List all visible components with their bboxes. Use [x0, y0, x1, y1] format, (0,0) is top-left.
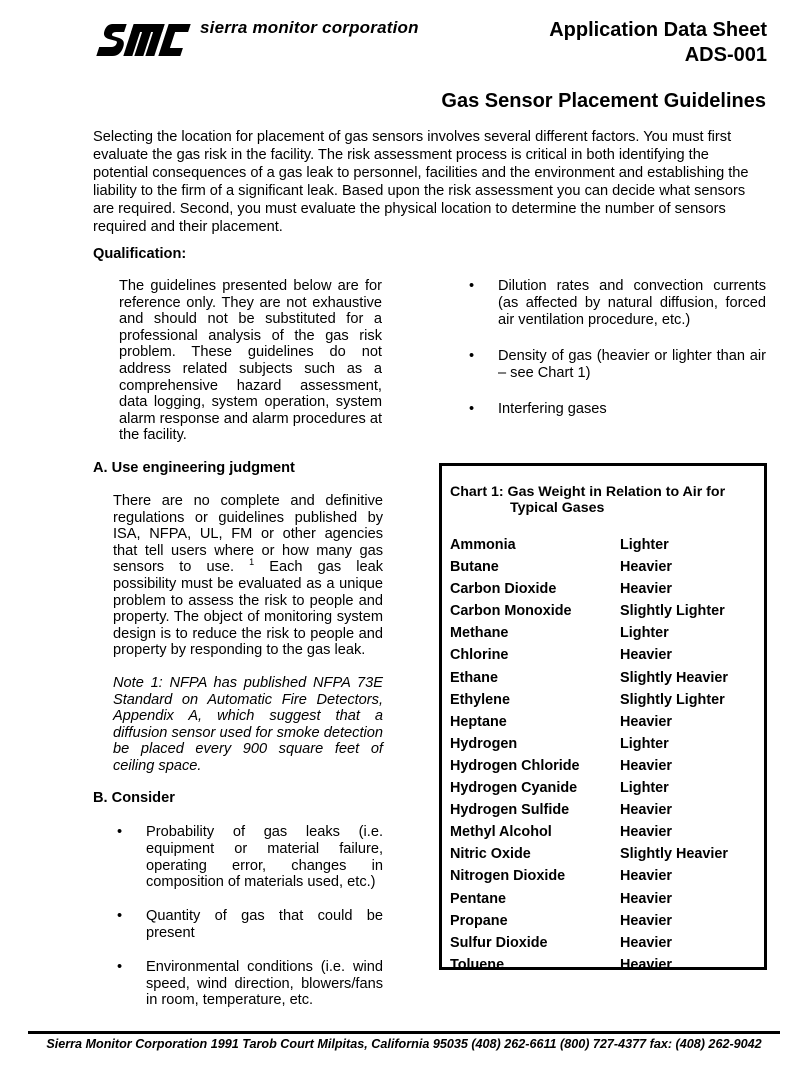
bullet-icon: •: [117, 958, 123, 975]
consider-list-left: [117, 824, 383, 1009]
gas-name: Ethane: [450, 669, 498, 686]
sheet-type: Application Data Sheet: [549, 19, 767, 41]
footer-address: Sierra Monitor Corporation 1991 Tarob Court Milpitas, California 95035 (408) 262-6611 (800) 727-4377 fax: (408) 262-9042: [46, 1037, 762, 1051]
table-row: [450, 954, 762, 976]
gas-name: Nitric Oxide: [450, 846, 531, 863]
list-item-text: Density of gas (heavier or lighter than air – see Chart 1): [498, 348, 766, 381]
bullet-icon: •: [117, 824, 123, 840]
list-item-text: Quantity of gas that could be present: [146, 908, 383, 941]
gas-name: Sulfur Dioxide: [450, 934, 548, 951]
chart-title: [450, 484, 725, 516]
chart-title-line2: Typical Gases: [510, 500, 605, 516]
gas-name: Carbon Dioxide: [450, 581, 557, 598]
gas-name: Toluene: [450, 956, 505, 973]
bullet-icon: •: [469, 348, 475, 364]
gas-weight: Slightly Heavier: [620, 846, 728, 863]
gas-name: Hydrogen: [450, 735, 518, 752]
table-row: [450, 888, 762, 910]
gas-name: Propane: [450, 912, 508, 929]
table-row: [450, 910, 762, 932]
gas-weight: Slightly Lighter: [620, 691, 725, 708]
table-row: [450, 600, 762, 622]
gas-weight: Heavier: [620, 934, 673, 951]
qualification-text: The guidelines presented below are for reference only. They are not exhaustive and should not be substituted for a professional analysis of the gas risk problem. These guidelines do not address related subjects such as a comprehensive hazard assessment, data logging, system operation, system alarm response and alarm procedures at the facility.: [119, 278, 382, 444]
table-row: [450, 843, 762, 865]
table-row: [450, 711, 762, 733]
gas-weight: Lighter: [620, 780, 669, 797]
list-item: [469, 401, 766, 418]
gas-weight: Lighter: [620, 735, 669, 752]
note-1: Note 1: NFPA has published NFPA 73E Standard on Automatic Fire Detectors, Appendix A, which suggest that a diffusion sensor used for smoke detection be placed every 900 square feet of ceiling space.: [113, 675, 383, 774]
section-b-heading: B. Consider: [93, 790, 175, 806]
gas-name: Ammonia: [450, 537, 516, 553]
gas-weight: Heavier: [620, 581, 673, 598]
gas-weight: Heavier: [620, 868, 673, 885]
bullet-icon: •: [117, 908, 123, 925]
sheet-heading: [549, 18, 767, 68]
gas-weight: Heavier: [620, 713, 673, 730]
footer-divider: [28, 1031, 780, 1034]
list-item: [117, 824, 383, 891]
chart-rows: [450, 534, 762, 976]
gas-weight: Heavier: [620, 559, 673, 576]
company-logo: [96, 18, 436, 64]
smc-logo-mark: [96, 20, 196, 62]
table-row: [450, 932, 762, 954]
chart-title-line1: Chart 1: Gas Weight in Relation to Air for: [450, 484, 726, 500]
list-item: [469, 278, 766, 329]
qualification-heading: Qualification:: [93, 246, 187, 262]
gas-name: Hydrogen Chloride: [450, 757, 580, 774]
gas-name: Carbon Monoxide: [450, 603, 572, 620]
company-name: sierra monitor corporation: [200, 18, 419, 37]
section-a-text-part2: Each gas leak possibility must be evaluated as a unique problem to assess the risk to people and property. The object of monitoring system design is to reduce the risk to people and property by responding to the gas leak.: [113, 559, 383, 659]
gas-name: Chlorine: [450, 647, 509, 664]
gas-name: Ethylene: [450, 691, 510, 708]
table-row: [450, 534, 762, 556]
gas-name: Heptane: [450, 713, 507, 730]
gas-name: Hydrogen Cyanide: [450, 780, 578, 797]
table-row: [450, 667, 762, 689]
gas-weight: Heavier: [620, 824, 673, 841]
gas-weight: Heavier: [620, 757, 673, 774]
gas-weight: Heavier: [620, 647, 673, 664]
table-row: [450, 622, 762, 644]
table-row: [450, 821, 762, 843]
page-title: Gas Sensor Placement Guidelines: [441, 90, 766, 112]
gas-name: Butane: [450, 559, 499, 576]
gas-weight: Heavier: [620, 890, 673, 907]
bullet-icon: •: [469, 401, 475, 417]
gas-name: Pentane: [450, 890, 506, 907]
table-row: [450, 578, 762, 600]
section-a-heading: A. Use engineering judgment: [93, 460, 295, 476]
list-item-text: Environmental conditions (i.e. wind speed, wind direction, blowers/fans in room, temperature, etc.: [146, 958, 383, 1009]
list-item-text: Probability of gas leaks (i.e. equipment or material failure, operating error, changes in composition of materials used, etc.): [146, 824, 383, 891]
table-row: [450, 865, 762, 887]
section-a-text: [113, 493, 383, 659]
table-row: [450, 733, 762, 755]
consider-list-right: [469, 278, 766, 418]
intro-paragraph: Selecting the location for placement of gas sensors involves several different factors. You must first evaluate the gas risk in the facility. The risk assessment process is critical in both identifying the potential consequences of a gas leak to personnel, facilities and the environment and establishing the liability to the firm of a significant leak. Based upon the risk assessment you can decide what sensors are required. Second, you must evaluate the physical location to determine the number of sensors required and their placement.: [93, 129, 749, 235]
sheet-id: ADS-001: [684, 44, 767, 66]
gas-weight: Slightly Lighter: [620, 603, 725, 620]
gas-weight: Lighter: [620, 625, 669, 642]
table-row: [450, 777, 762, 799]
gas-weight: Heavier: [620, 956, 673, 973]
gas-name: Methane: [450, 625, 509, 642]
gas-weight: Heavier: [620, 802, 673, 819]
table-row: [450, 644, 762, 666]
list-item-text: Dilution rates and convection currents (as affected by natural diffusion, forced air ventilation procedure, etc.): [498, 278, 766, 328]
list-item: [469, 348, 766, 382]
bullet-icon: •: [469, 278, 475, 294]
list-item-text: Interfering gases: [498, 401, 607, 417]
list-item: [117, 959, 383, 1009]
footnote-ref: 1: [249, 557, 255, 568]
section-a-text-part1: There are no complete and definitive regulations or guidelines published by ISA, NFPA, UL, FM or other agencies that tell users where or how many gas sensors to use.: [113, 493, 383, 576]
list-item: [117, 908, 383, 942]
table-row: [450, 755, 762, 777]
gas-weight: Heavier: [620, 912, 673, 929]
table-row: [450, 556, 762, 578]
gas-weight: Slightly Heavier: [620, 669, 728, 686]
table-row: [450, 689, 762, 711]
gas-weight: Lighter: [620, 537, 669, 553]
gas-weight-chart: [439, 463, 767, 973]
gas-name: Nitrogen Dioxide: [450, 868, 566, 885]
gas-name: Hydrogen Sulfide: [450, 802, 570, 819]
gas-name: Methyl Alcohol: [450, 824, 552, 841]
table-row: [450, 799, 762, 821]
